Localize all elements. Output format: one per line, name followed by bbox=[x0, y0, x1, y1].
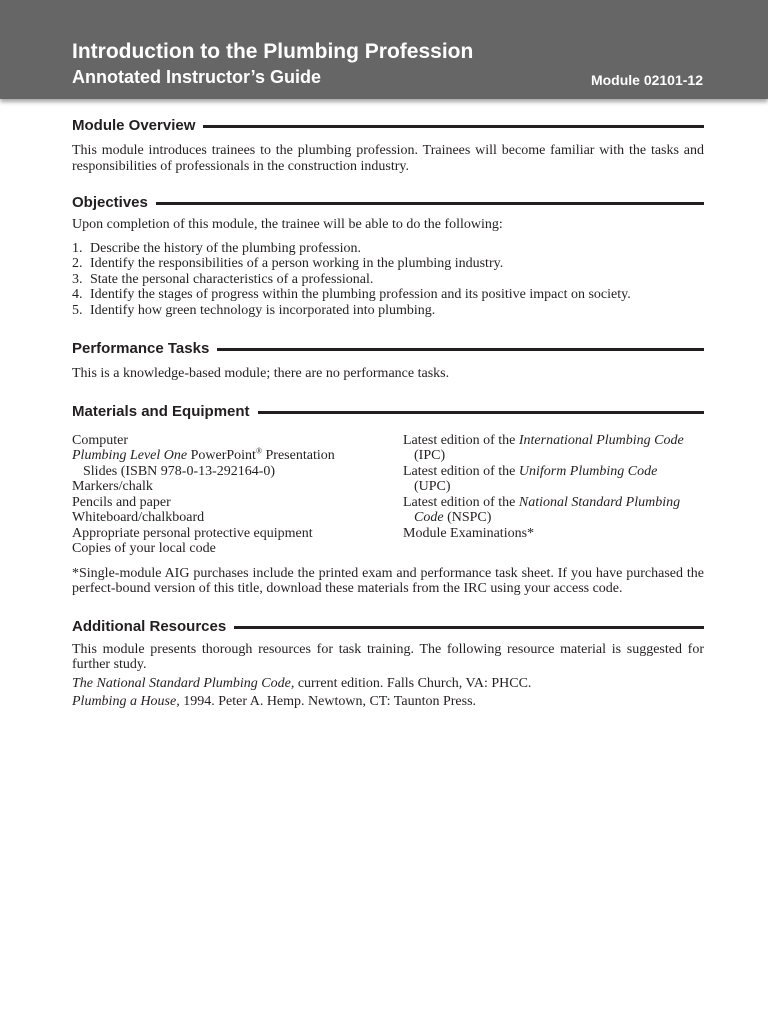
material-title: Plumbing Level One bbox=[72, 448, 188, 463]
material-text: Latest edition of the bbox=[403, 432, 519, 448]
overview-heading: Module Overview bbox=[72, 117, 196, 134]
objective-number: 3. bbox=[72, 271, 83, 287]
heading-rule bbox=[234, 626, 704, 629]
material-item: Copies of your local code bbox=[72, 541, 216, 556]
material-text: Latest edition of the bbox=[403, 494, 519, 510]
objective-item bbox=[72, 256, 704, 272]
resources-intro: This module presents thorough resources for task training. The following resource material is suggested for further study. bbox=[72, 641, 704, 672]
material-item: Pencils and paper bbox=[72, 494, 171, 510]
section-heading-overview bbox=[72, 117, 704, 134]
material-item bbox=[72, 448, 403, 464]
material-text: Latest edition of the bbox=[403, 463, 519, 479]
material-text: (NSPC) bbox=[443, 510, 492, 525]
objective-number: 2. bbox=[72, 256, 83, 271]
performance-text: This is a knowledge-based module; there are no performance tasks. bbox=[72, 366, 450, 381]
material-text: Presentation bbox=[262, 448, 335, 463]
material-title: Code bbox=[414, 510, 444, 525]
objective-text: Identify how green technology is incorporated into plumbing. bbox=[90, 302, 436, 318]
heading-rule bbox=[203, 125, 704, 128]
material-item: Whiteboard/chalkboard bbox=[72, 510, 205, 525]
materials-left-column bbox=[72, 433, 403, 557]
objective-number: 5. bbox=[72, 302, 83, 318]
resource-citation bbox=[72, 694, 704, 710]
material-title: National Standard Plumbing bbox=[518, 494, 681, 510]
heading-rule bbox=[258, 411, 704, 414]
objective-number: 4. bbox=[72, 287, 83, 302]
material-item: Computer bbox=[72, 432, 128, 448]
document-title: Introduction to the Plumbing Profession bbox=[72, 40, 474, 63]
overview-text: This module introduces trainees to the plumbing profession. Trainees will become familiar with the tasks and responsibilities of professionals in the construction industry. bbox=[72, 143, 704, 174]
material-title: Uniform Plumbing Code bbox=[518, 463, 658, 479]
material-text: PowerPoint bbox=[187, 448, 256, 463]
document-subtitle: Annotated Instructor’s Guide bbox=[72, 67, 322, 87]
registered-mark: ® bbox=[255, 446, 263, 456]
materials-note: *Single-module AIG purchases include the printed exam and performance task sheet. If you have purchased the perfect-bound version of this title, download these materials from the IRC using your access code. bbox=[72, 565, 704, 596]
material-item bbox=[403, 495, 704, 511]
objective-item bbox=[72, 303, 704, 319]
objectives-heading: Objectives bbox=[72, 194, 148, 211]
material-item-continued: Slides (ISBN 978-0-13-292164-0) bbox=[83, 463, 276, 479]
objective-text: Identify the stages of progress within the plumbing profession and its positive impact on society. bbox=[90, 287, 631, 302]
resource-details: 1994. Peter A. Hemp. Newtown, CT: Taunton Press. bbox=[179, 694, 477, 709]
heading-rule bbox=[217, 348, 704, 351]
objective-item bbox=[72, 287, 704, 303]
main-content bbox=[72, 117, 704, 710]
materials-heading: Materials and Equipment bbox=[72, 402, 250, 420]
resource-title: Plumbing a House, bbox=[72, 694, 180, 709]
resource-title: The National Standard Plumbing Code, bbox=[72, 675, 295, 691]
resources-heading: Additional Resources bbox=[72, 617, 227, 635]
resource-citation bbox=[72, 676, 704, 692]
objectives-list bbox=[72, 241, 704, 319]
section-heading-objectives bbox=[72, 194, 704, 211]
material-title: International Plumbing Code bbox=[518, 432, 684, 448]
materials-columns bbox=[72, 433, 704, 557]
module-number: Module 02101-12 bbox=[590, 72, 703, 88]
objective-text: Describe the history of the plumbing profession. bbox=[90, 240, 362, 256]
heading-rule bbox=[156, 202, 704, 205]
section-heading-materials bbox=[72, 403, 704, 420]
material-item-continued bbox=[403, 510, 704, 526]
material-item bbox=[403, 433, 704, 449]
performance-heading: Performance Tasks bbox=[72, 340, 210, 357]
resource-details: current edition. Falls Church, VA: PHCC. bbox=[294, 675, 532, 691]
section-heading-performance bbox=[72, 340, 704, 357]
section-heading-resources bbox=[72, 618, 704, 635]
objective-number: 1. bbox=[72, 240, 83, 256]
material-item: Module Examinations* bbox=[403, 525, 535, 541]
objective-item bbox=[72, 272, 704, 288]
material-item-continued: (UPC) bbox=[414, 479, 451, 494]
header-banner bbox=[0, 0, 768, 99]
material-item: Appropriate personal protective equipment bbox=[72, 525, 313, 541]
material-item bbox=[403, 464, 704, 480]
materials-right-column bbox=[403, 433, 704, 557]
objectives-intro: Upon completion of this module, the trainee will be able to do the following: bbox=[72, 217, 503, 232]
objective-text: State the personal characteristics of a professional. bbox=[90, 271, 374, 287]
objective-item bbox=[72, 241, 704, 257]
material-item-continued: (IPC) bbox=[414, 448, 446, 463]
material-item: Markers/chalk bbox=[72, 479, 153, 494]
objective-text: Identify the responsibilities of a person working in the plumbing industry. bbox=[90, 256, 504, 271]
